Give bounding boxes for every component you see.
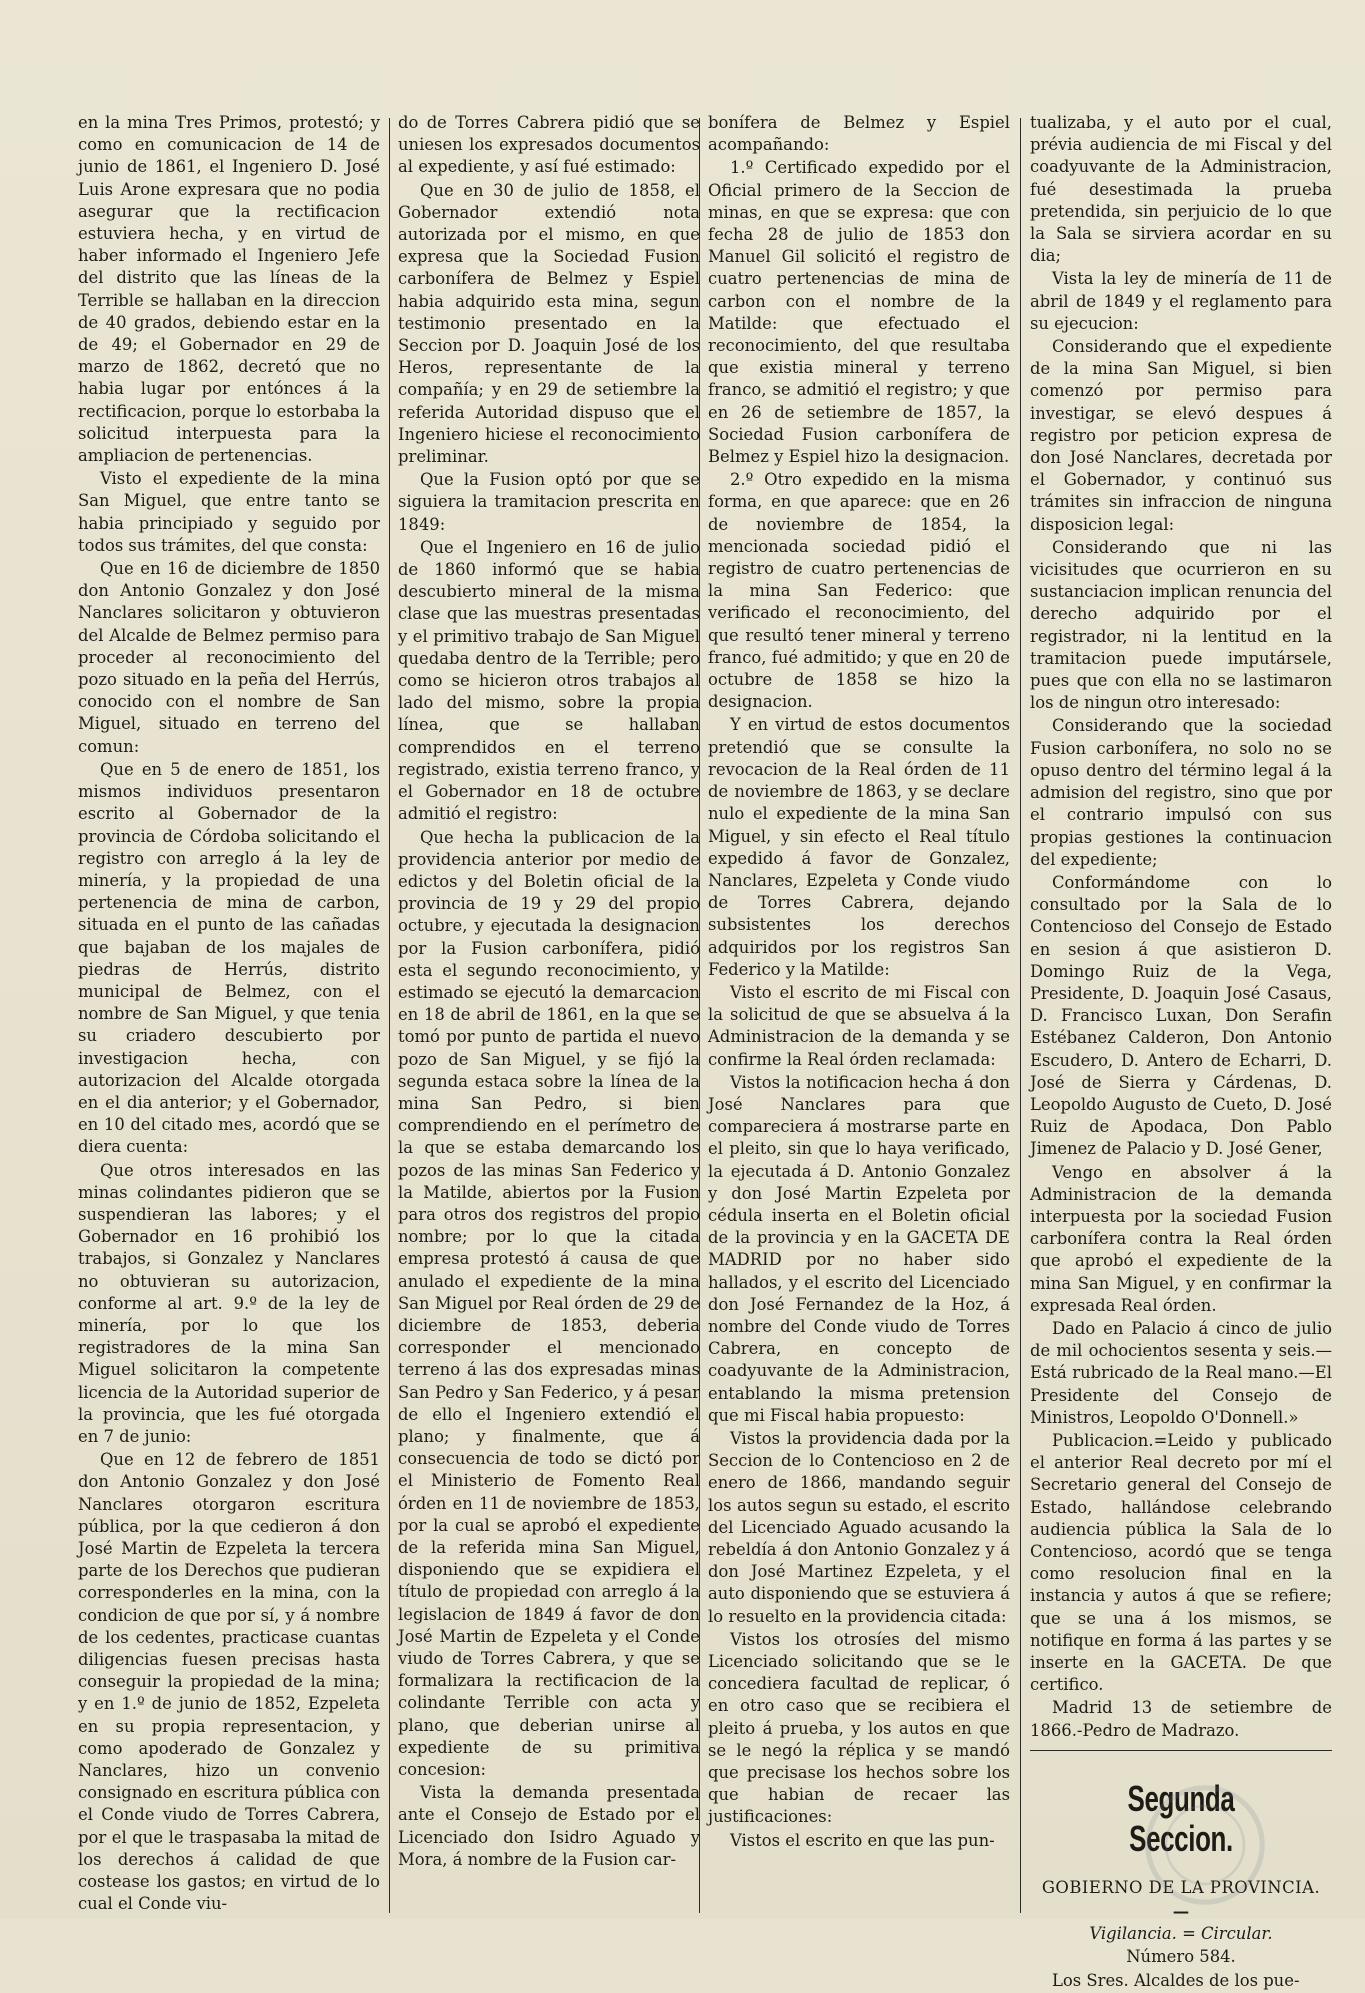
paragraph: do de Torres Cabrera pidió que se uniesen los expresados documentos al expediente, y así fué estimado: (398, 113, 700, 177)
paragraph: Visto el expediente de la mina San Miguel, que entre tanto se habia principiado y seguido por todos sus trámites, del que consta: (78, 469, 380, 555)
circular-number: Número 584. (1126, 1947, 1236, 1967)
section-divider (1030, 1750, 1332, 1751)
paragraph: Los Sres. Alcaldes de los pue- (1052, 1970, 1300, 1990)
paragraph: 2.º Otro expedido en la misma forma, en que aparece: que en 26 de noviembre de 1854, la mencionada sociedad pidió el registro de cuatro pertenencias de la mina San Federico: que verificado el reconocimiento, del que resultó tener mineral y terreno franco, fué admitido; y que en 20 de octubre de 1858 se hizo la designacion. (708, 470, 1010, 712)
column-divider (389, 118, 390, 1913)
paragraph: Vistos el escrito en que las pun- (730, 1830, 995, 1850)
paragraph: tualizaba, y el auto por el cual, prévia audiencia de mi Fiscal y del coadyuvante de la Administracion, fué desestimada la prueba pretendida, sin perjuicio de lo que la Sala se sirviera acordar en su dia; (1030, 113, 1332, 266)
circular-label: Vigilancia. = Circular. (1089, 1924, 1273, 1944)
paragraph: Visto el escrito de mi Fiscal con la solicitud de que se absuelva á la Administracion de la demanda y se confirme la Real órden reclamada: (708, 982, 1010, 1069)
paragraph: Que en 12 de febrero de 1851 don Antonio Gonzalez y don José Nanclares otorgaron escritura pública, por la que cedieron á don José Martin de Ezpeleta la tercera parte de los Derechos que pudieran corresponderles en la mina, con la condicion de que por sí, y á nombre de los cedentes, practicase cuantas diligencias fuesen precisas hasta conseguir la propiedad de la mina; y en 1.º de junio de 1852, Ezpeleta en su propia representacion, y como apoderado de Gonzalez y Nanclares, hizo un convenio consignado en escritura pública con el Conde viudo de Torres Cabrera, por el que le traspasaba la mitad de los derechos á calidad de que costease los gastos; en virtud de lo cual el Conde viu- (78, 1450, 380, 1914)
paragraph: Que en 5 de enero de 1851, los mismos individuos presentaron escrito al Gobernador de la provincia de Córdoba solicitando el registro con arreglo á la ley de minería, y la propiedad de una pertenencia de mina de carbon, situada en el punto de las cañadas que bajaban de los majales de piedras de Herrús, distrito municipal de Belmez, con el nombre de San Miguel, y que tenia su criadero descubierto por investigacion hecha, con autorizacion del Alcalde otorgada en el dia anterior; y el Gobernador, en 10 del citado mes, acordó que se diera cuenta: (78, 759, 380, 1157)
paragraph: Conformándome con lo consultado por la Sala de lo Contencioso del Consejo de Estado en sesion á que asistieron D. Domingo Ruiz de la Vega, Presidente, D. Joaquin José Casaus, D. Francisco Luxan, Don Serafin Estébanez Calderon, Don Antonio Escudero, D. Antero de Echarri, D. José de Sierra y Cárdenas, D. Leopoldo Augusto de Cueto, D. José Ruiz de Apodaca, Don Pablo Jimenez de Palacio y D. José Gener, (1030, 872, 1332, 1159)
paragraph: Y en virtud de estos documentos pretendió que se consulte la revocacion de la Real órden de 11 de noviembre de 1863, y se declare nulo el expediente de la mina San Miguel, y sin efecto el Real título expedido á favor de Gonzalez, Nanclares, Ezpeleta y Conde viudo de Torres Cabrera, dejando subsistentes los derechos adquiridos por los registros San Federico y la Matilde: (708, 715, 1010, 979)
paragraph: en la mina Tres Primos, protestó; y como en comunicacion de 14 de junio de 1861, el Ingeniero D. José Luis Arone expresara que no podia asegurar que la rectificacion estuviera hecha, y en virtud de haber informado el Ingeniero Jefe del distrito que las líneas de la Terrible se hallaban en la direccion de 40 grados, debiendo estar en la de 49; el Gobernador en 29 de marzo de 1862, decretó que no habia lugar por entónces á la rectificacion, porque lo estorbaba la solicitud interpuesta para la ampliacion de pertenencias. (78, 113, 380, 466)
paragraph: Considerando que el expediente de la mina San Miguel, si bien comenzó por permiso para investigar, se elevó despues á registro por peticion expresa de don José Nanclares, decretada por el Gobernador, y continuó sus trámites sin infraccion de ninguna disposicion legal: (1030, 337, 1332, 534)
paragraph: Que en 16 de diciembre de 1850 don Antonio Gonzalez y don José Nanclares solicitaron y obtuvieron del Alcalde de Belmez permiso para proceder al reconocimiento del pozo situado en la peña del Herrús, conocido con el nombre de San Miguel, situado en terreno del comun: (78, 559, 380, 756)
column-1 (78, 112, 380, 1916)
paragraph: Considerando que ni las vicisitudes que ocurrieron en su sustanciacion implican renuncia del derecho adquirido por el registrador, ni la lentitud en la tramitacion puede imputársele, pues que con ella no se lastimaron los de ningun otro interesado: (1030, 537, 1332, 713)
paragraph: Publicacion.=Leido y publicado el anterior Real decreto por mí el Secretario general del Consejo de Estado, hallándose celebrando audiencia pública la Sala de lo Contencioso, acordó que se tenga como resolucion final en la instancia y autos á que se refiere; que se una á los mismos, se notifique en forma á las partes y se inserte en la GACETA. De que certifico. (1030, 1430, 1332, 1695)
library-stamp-icon (1140, 1780, 1270, 1910)
paragraph: Considerando que la sociedad Fusion carbonífera, no solo no se opuso dentro del término legal á la admision del registro, sino que por el contrario impulsó con sus propias gestiones la continuacion del expediente; (1030, 716, 1332, 869)
column-2 (398, 112, 700, 1872)
column-3 (708, 112, 1010, 1853)
paragraph: Dado en Palacio á cinco de julio de mil ochocientos sesenta y seis.—Está rubricado de la Real mano.—El Presidente del Consejo de Ministros, Leopoldo O'Donnell.» (1030, 1318, 1332, 1427)
heading-dash: — (1172, 1902, 1190, 1922)
paragraph: Que el Ingeniero en 16 de julio de 1860 informó que se habia descubierto mineral de la misma clase que las muestras presentadas y el primitivo trabajo de San Miguel quedaba dentro de la Terrible; pero como se hicieron otros trabajos al lado del mismo, sobre la propia línea, que se hallaban comprendidos en el terreno registrado, existia terreno franco, y el Gobernador en 18 de octubre admitió el registro: (398, 537, 700, 824)
paragraph: Vistos la notificacion hecha á don José Nanclares para que compareciera á mostrarse parte en el pleito, sin que lo haya verificado, la ejecutada á D. Antonio Gonzalez y don José Martin Ezpeleta por cédula inserta en el Boletin oficial de la provincia y en la GACETA DE MADRID por no haber sido hallados, y el escrito del Licenciado don José Fernandez de la Hoz, á nombre del Conde viudo de Torres Cabrera, en concepto de coadyuvante de la Administracion, entablando la misma pretension que mi Fiscal habia propuesto: (708, 1072, 1010, 1425)
paragraph: 1.º Certificado expedido por el Oficial primero de la Seccion de minas, en que se expresa: que con fecha 28 de julio de 1853 don Manuel Gil solicitó el registro de cuatro pertenencias de mina de carbon con el nombre de la Matilde: que efectuado el reconocimiento, del que resultaba que existia mineral y terreno franco, se admitió el registro; y que en 26 de setiembre de 1857, la Sociedad Fusion carbonífera de Belmez y Espiel hizo la designacion. (708, 158, 1010, 467)
section-title: Segunda Seccion. (1127, 1777, 1235, 1859)
paragraph: Vistos los otrosíes del mismo Licenciado solicitando que se le concediera facultad de replicar, ó en otro caso que se recibiera el pleito á prueba, y los autos en que se le negó la réplica y se mandó que precisase los hechos sobre los que habian de recaer las justificaciones: (708, 1629, 1010, 1827)
paragraph: Que hecha la publicacion de la providencia anterior por medio de edictos y del Boletin oficial de la provincia de 19 y 29 del propio octubre, y ejecutada la designacion por la Fusion carbonífera, pidió esta el segundo reconocimiento, y estimado se ejecutó la demarcacion en 18 de abril de 1861, en la que se tomó por punto de partida el nuevo pozo de San Miguel, y se fijó la segunda estaca sobre la línea de la mina San Pedro, si bien comprendiendo en el perímetro de la que se estaba demarcando los pozos de las minas San Federico y la Matilde, abiertos por la Fusion para otros dos registros del propio nombre; por lo que la citada empresa protestó á causa de que anulado el expediente de la mina San Miguel por Real órden de 29 de diciembre de 1853, deberia corresponder el mencionado terreno á las dos expresadas minas San Pedro y San Federico, y á pesar de ello el Ingeniero extendió el plano; y finalmente, que á consecuencia de todo se dictó por el Ministerio de Fomento Real órden en 11 de noviembre de 1853, por la cual se aprobó el expediente de la referida mina San Miguel, disponiendo que se expidiera el título de propiedad con arreglo á la legislacion de 1849 á favor de don José Martin de Ezpeleta y el Conde viudo de Torres Cabrera, y que se formalizara la rectificacion de la colindante Terrible con acta y plano, que deberian unirse al expediente de su primitiva concesion: (398, 827, 700, 1780)
paragraph: Vengo en absolver á la Administracion de la demanda interpuesta por la sociedad Fusion carbonífera contra la Real órden que aprobó el expediente de la mina San Miguel, y en confirmar la expresada Real órden. (1030, 1162, 1332, 1315)
paragraph: Vistos la providencia dada por la Seccion de lo Contencioso en 2 de enero de 1866, mandando seguir los autos segun su estado, el escrito del Licenciado Aguado acusando la rebeldía á don Antonio Gonzalez y á don José Martinez Ezpeleta, y el auto disponiendo que se estuviera á lo resuelto en la providencia citada: (708, 1428, 1010, 1626)
column-4 (1030, 112, 1332, 1993)
paragraph: Que en 30 de julio de 1858, el Gobernador extendió nota autorizada por el mismo, en que expresa que la Sociedad Fusion carbonífera de Belmez y Espiel habia adquirido esta mina, segun testimonio presentado en la Seccion por D. Joaquin José de los Heros, representante de la compañía; y en 29 de setiembre la referida Autoridad dispuso que el Ingeniero hiciese el reconocimiento preliminar. (398, 180, 700, 467)
section-heading: GOBIERNO DE LA PROVINCIA. (1041, 1877, 1321, 1897)
paragraph: Vista la ley de minería de 11 de abril de 1849 y el reglamento para su ejecucion: (1030, 269, 1332, 333)
paragraph: bonífera de Belmez y Espiel acompañando: (708, 113, 1010, 155)
paragraph: Madrid 13 de setiembre de 1866.-Pedro de Madrazo. (1030, 1698, 1332, 1740)
paragraph: Vista la demanda presentada ante el Consejo de Estado por el Licenciado don Isidro Aguado y Mora, á nombre de la Fusion car- (398, 1783, 700, 1869)
paragraph: Que la Fusion optó por que se siguiera la tramitacion prescrita en 1849: (398, 470, 700, 534)
paragraph: Que otros interesados en las minas colindantes pidieron que se suspendieran las labores; y el Gobernador en 16 prohibió los trabajos, si Gonzalez y Nanclares no obtuvieran su autorizacion, conforme al art. 9.º de la ley de minería, por lo que los registradores de la mina San Miguel solicitaron la competente licencia de la Autoridad superior de la provincia, que les fué otorgada en 7 de junio: (78, 1160, 380, 1446)
column-divider (1020, 118, 1021, 1913)
